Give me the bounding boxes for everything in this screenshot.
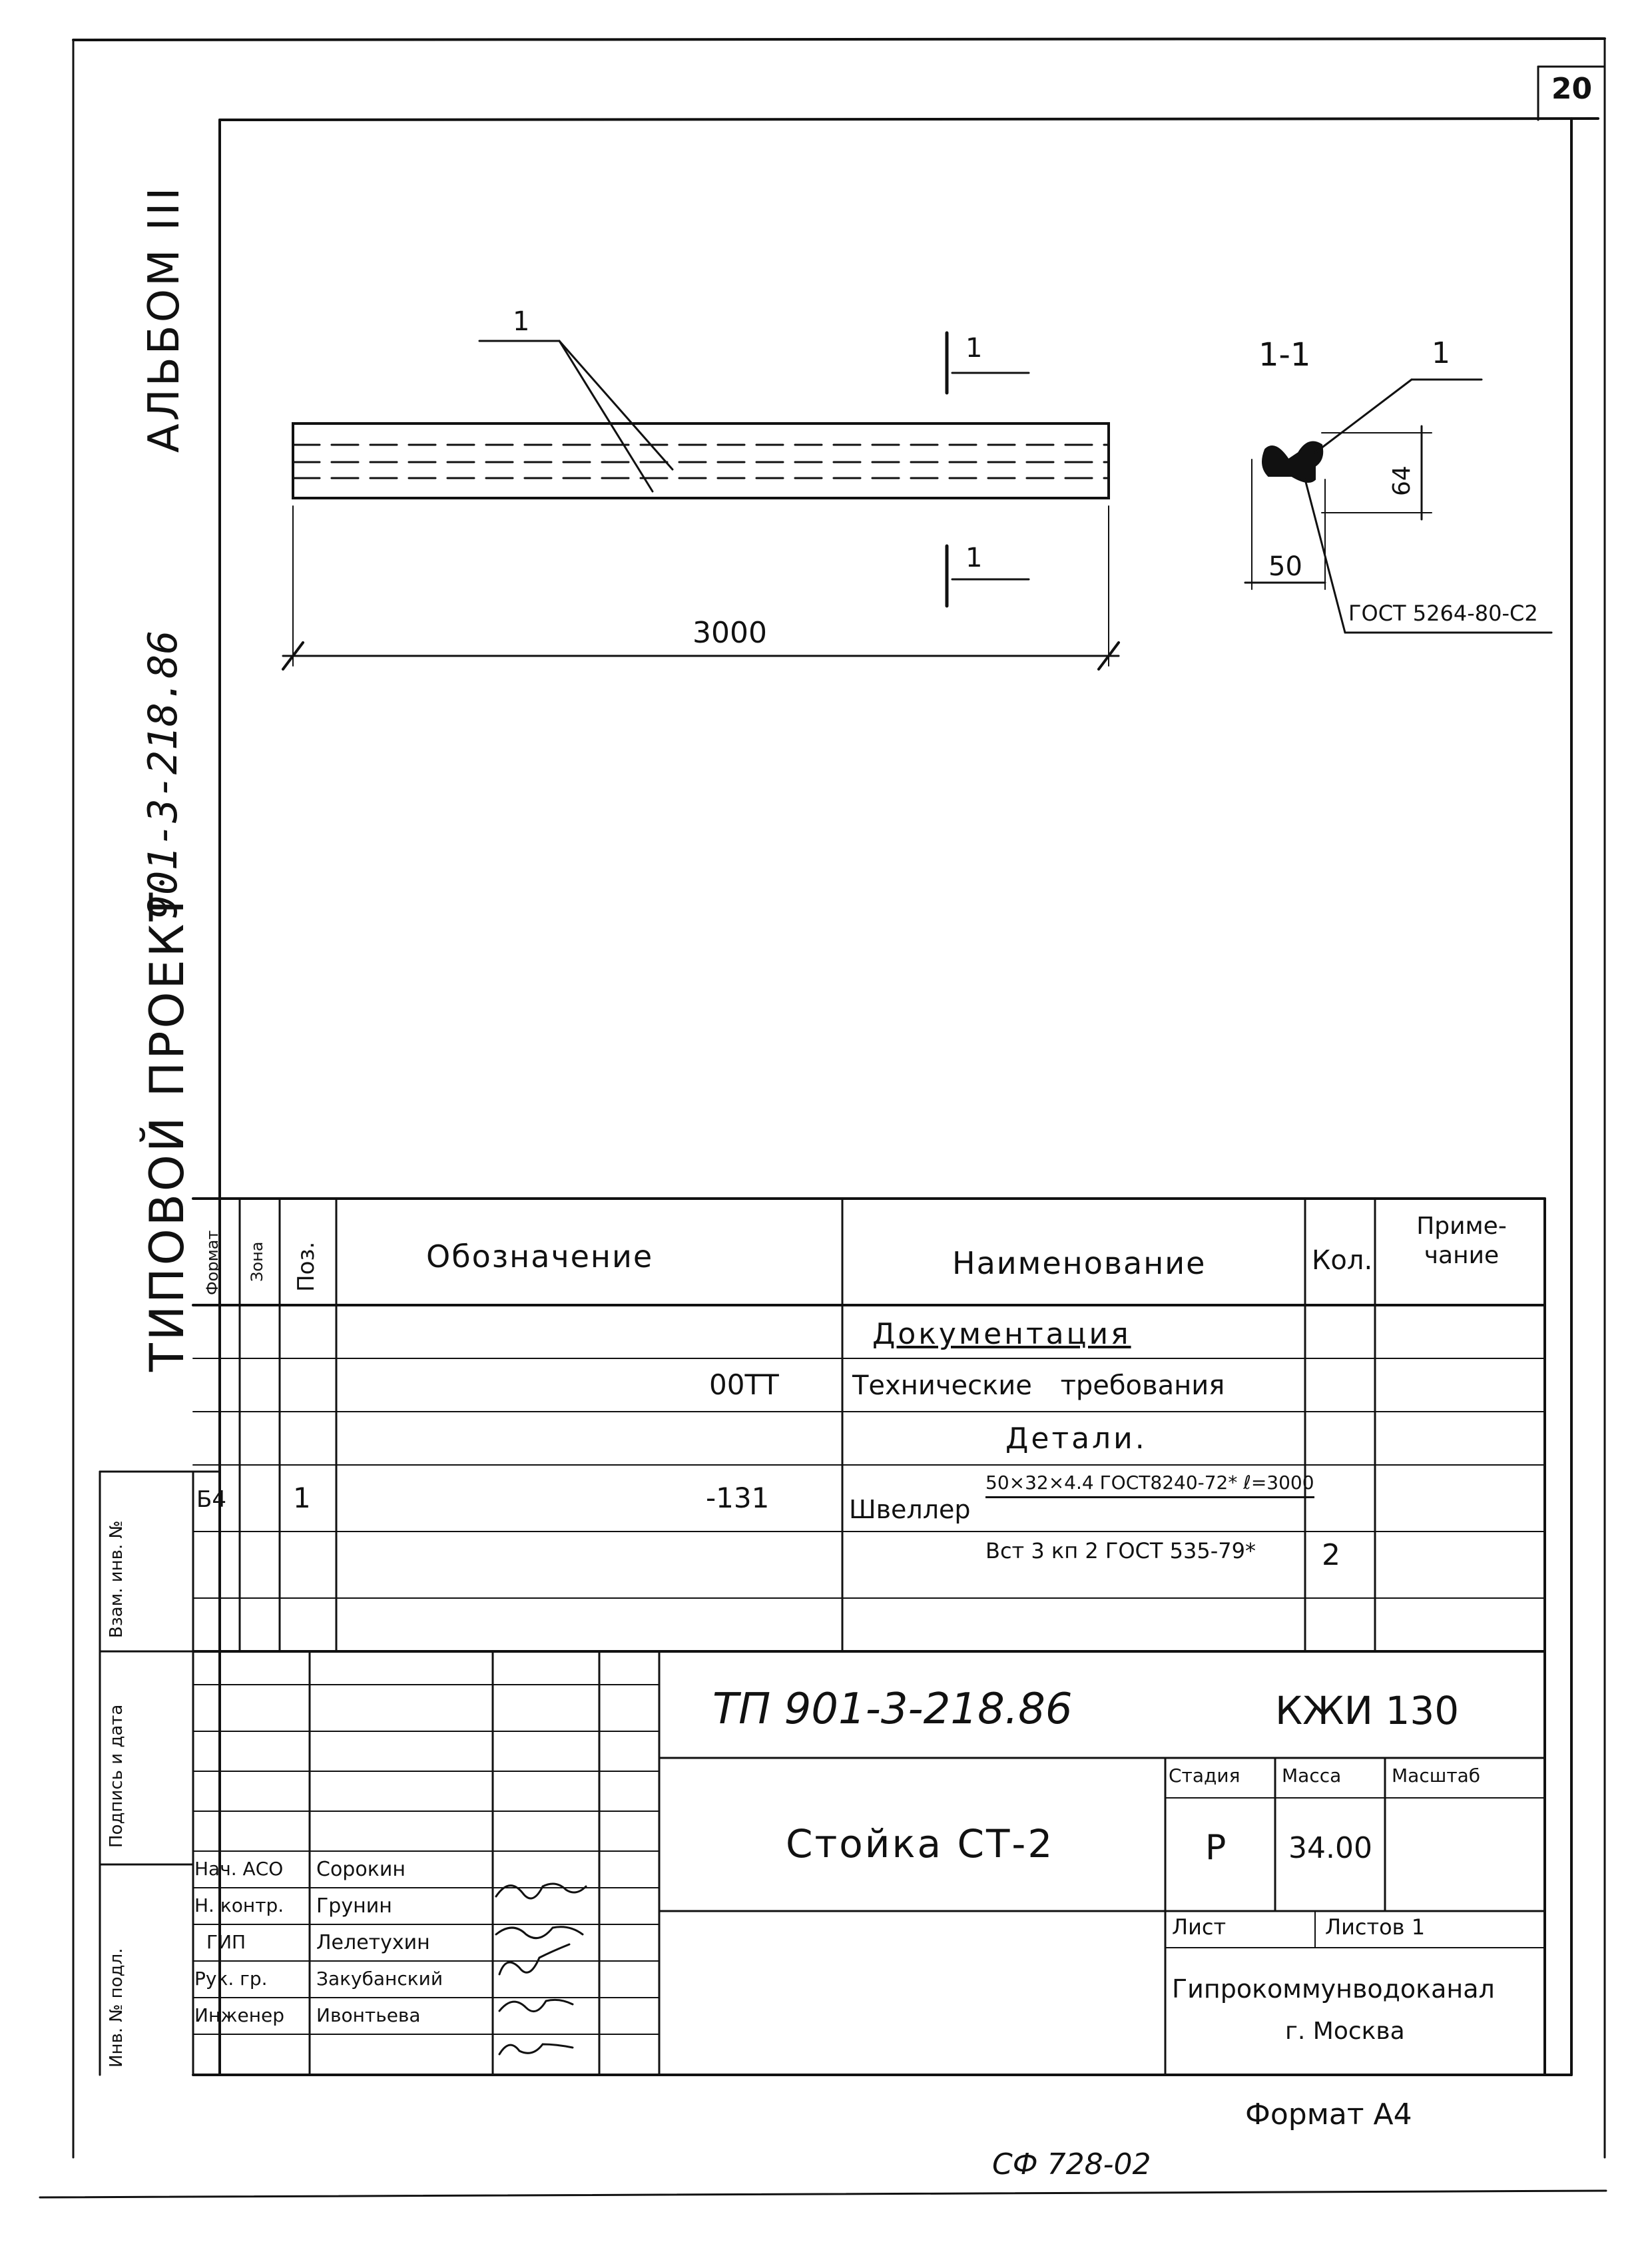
row-part-spec-top: 50×32×4.4 ГОСТ8240-72* ℓ=3000 <box>985 1472 1314 1498</box>
staff-name-3: Закубанский <box>316 1968 443 1990</box>
row-part-format: Б4 <box>196 1486 226 1513</box>
inv-podl-label: Инв. № подл. <box>107 1948 127 2068</box>
channel-elevation <box>293 423 1109 498</box>
drawing-title: Стойка СТ-2 <box>786 1821 1055 1866</box>
row-tt-designation: 00ТТ <box>709 1368 779 1401</box>
staff-role-1: Н. контр. <box>194 1894 284 1916</box>
footer-code: СФ 728-02 <box>992 2147 1151 2181</box>
podpis-data-label: Подпись и дата <box>107 1704 127 1848</box>
length-dim-label: 3000 <box>692 616 767 650</box>
signature-3 <box>499 1944 569 1974</box>
outer-top-border <box>73 39 1605 40</box>
section-leader-line <box>1315 380 1412 453</box>
stage-value: Р <box>1205 1828 1227 1868</box>
signature-5 <box>499 2044 573 2054</box>
header-name: Наименование <box>952 1245 1207 1281</box>
channel-section <box>1262 442 1322 482</box>
signature-2 <box>496 1927 583 1938</box>
section-parts: Детали. <box>1005 1422 1147 1456</box>
header-designation: Обозначение <box>426 1239 654 1274</box>
sheet-number: 20 <box>1551 72 1593 106</box>
section-leader-label: 1 <box>1432 336 1450 370</box>
sheets-label: Листов 1 <box>1325 1914 1426 1940</box>
dim-height-label: 64 <box>1388 465 1416 496</box>
frame-top <box>220 119 1598 120</box>
mass-label: Масса <box>1282 1765 1342 1787</box>
staff-role-4: Инженер <box>194 2004 285 2026</box>
header-qty: Кол. <box>1312 1245 1373 1276</box>
signature-1 <box>496 1884 586 1898</box>
leader-line-a <box>559 341 673 469</box>
staff-name-2: Лелетухин <box>316 1931 430 1954</box>
header-note: Приме-чание <box>1416 1213 1507 1269</box>
profile-ref-label: ГОСТ 5264-80-С2 <box>1348 601 1538 626</box>
signature-4 <box>499 2000 573 2011</box>
staff-role-0: Нач. АСО <box>194 1858 284 1880</box>
row-part-pos: 1 <box>293 1482 311 1514</box>
leader-line-b <box>559 341 653 491</box>
vzam-inv-label: Взам. инв. № <box>107 1520 127 1638</box>
row-tt-name: Технические требования <box>852 1370 1225 1401</box>
leader-pos-label: 1 <box>513 306 530 337</box>
header-format: Формат <box>203 1230 222 1295</box>
org-city: г. Москва <box>1285 2018 1405 2045</box>
staff-role-2: ГИП <box>206 1931 246 1953</box>
stage-label: Стадия <box>1169 1765 1240 1787</box>
project-label: ТИПОВОЙ ПРОЕКТ <box>140 890 194 1372</box>
section-documentation: Документация <box>872 1317 1131 1351</box>
format-label: Формат А4 <box>1245 2098 1412 2131</box>
org-name: Гипрокоммунводоканал <box>1172 1974 1495 2004</box>
header-pos: Поз. <box>293 1241 320 1292</box>
row-part-qty: 2 <box>1322 1538 1340 1572</box>
album-label: АЛЬБОМ III <box>140 184 189 453</box>
staff-name-4: Ивонтьева <box>316 2004 421 2026</box>
staff-role-3: Рук. гр. <box>194 1968 268 1990</box>
section-mark-bottom-label: 1 <box>965 543 983 573</box>
staff-name-1: Грунин <box>316 1894 392 1918</box>
outer-bottom-line <box>40 2191 1606 2197</box>
row-part-designation: -131 <box>706 1482 770 1514</box>
section-title: 1-1 <box>1258 336 1311 374</box>
doc-code: ТП 901-3-218.86 <box>712 1685 1073 1734</box>
mass-value: 34.00 <box>1288 1831 1372 1865</box>
project-number-label: 901-3-218.86 <box>140 630 186 919</box>
row-part-spec-bottom: Вст 3 кп 2 ГОСТ 535-79* <box>985 1538 1256 1563</box>
staff-name-0: Сорокин <box>316 1858 406 1881</box>
doc-mark: КЖИ 130 <box>1275 1688 1460 1733</box>
sheet-label: Лист <box>1172 1914 1227 1940</box>
row-part-name: Швеллер <box>849 1495 971 1524</box>
dim-width-label: 50 <box>1268 551 1302 582</box>
scale-label: Масштаб <box>1392 1765 1481 1787</box>
header-zone: Зона <box>248 1241 266 1282</box>
section-mark-top-label: 1 <box>965 333 983 364</box>
